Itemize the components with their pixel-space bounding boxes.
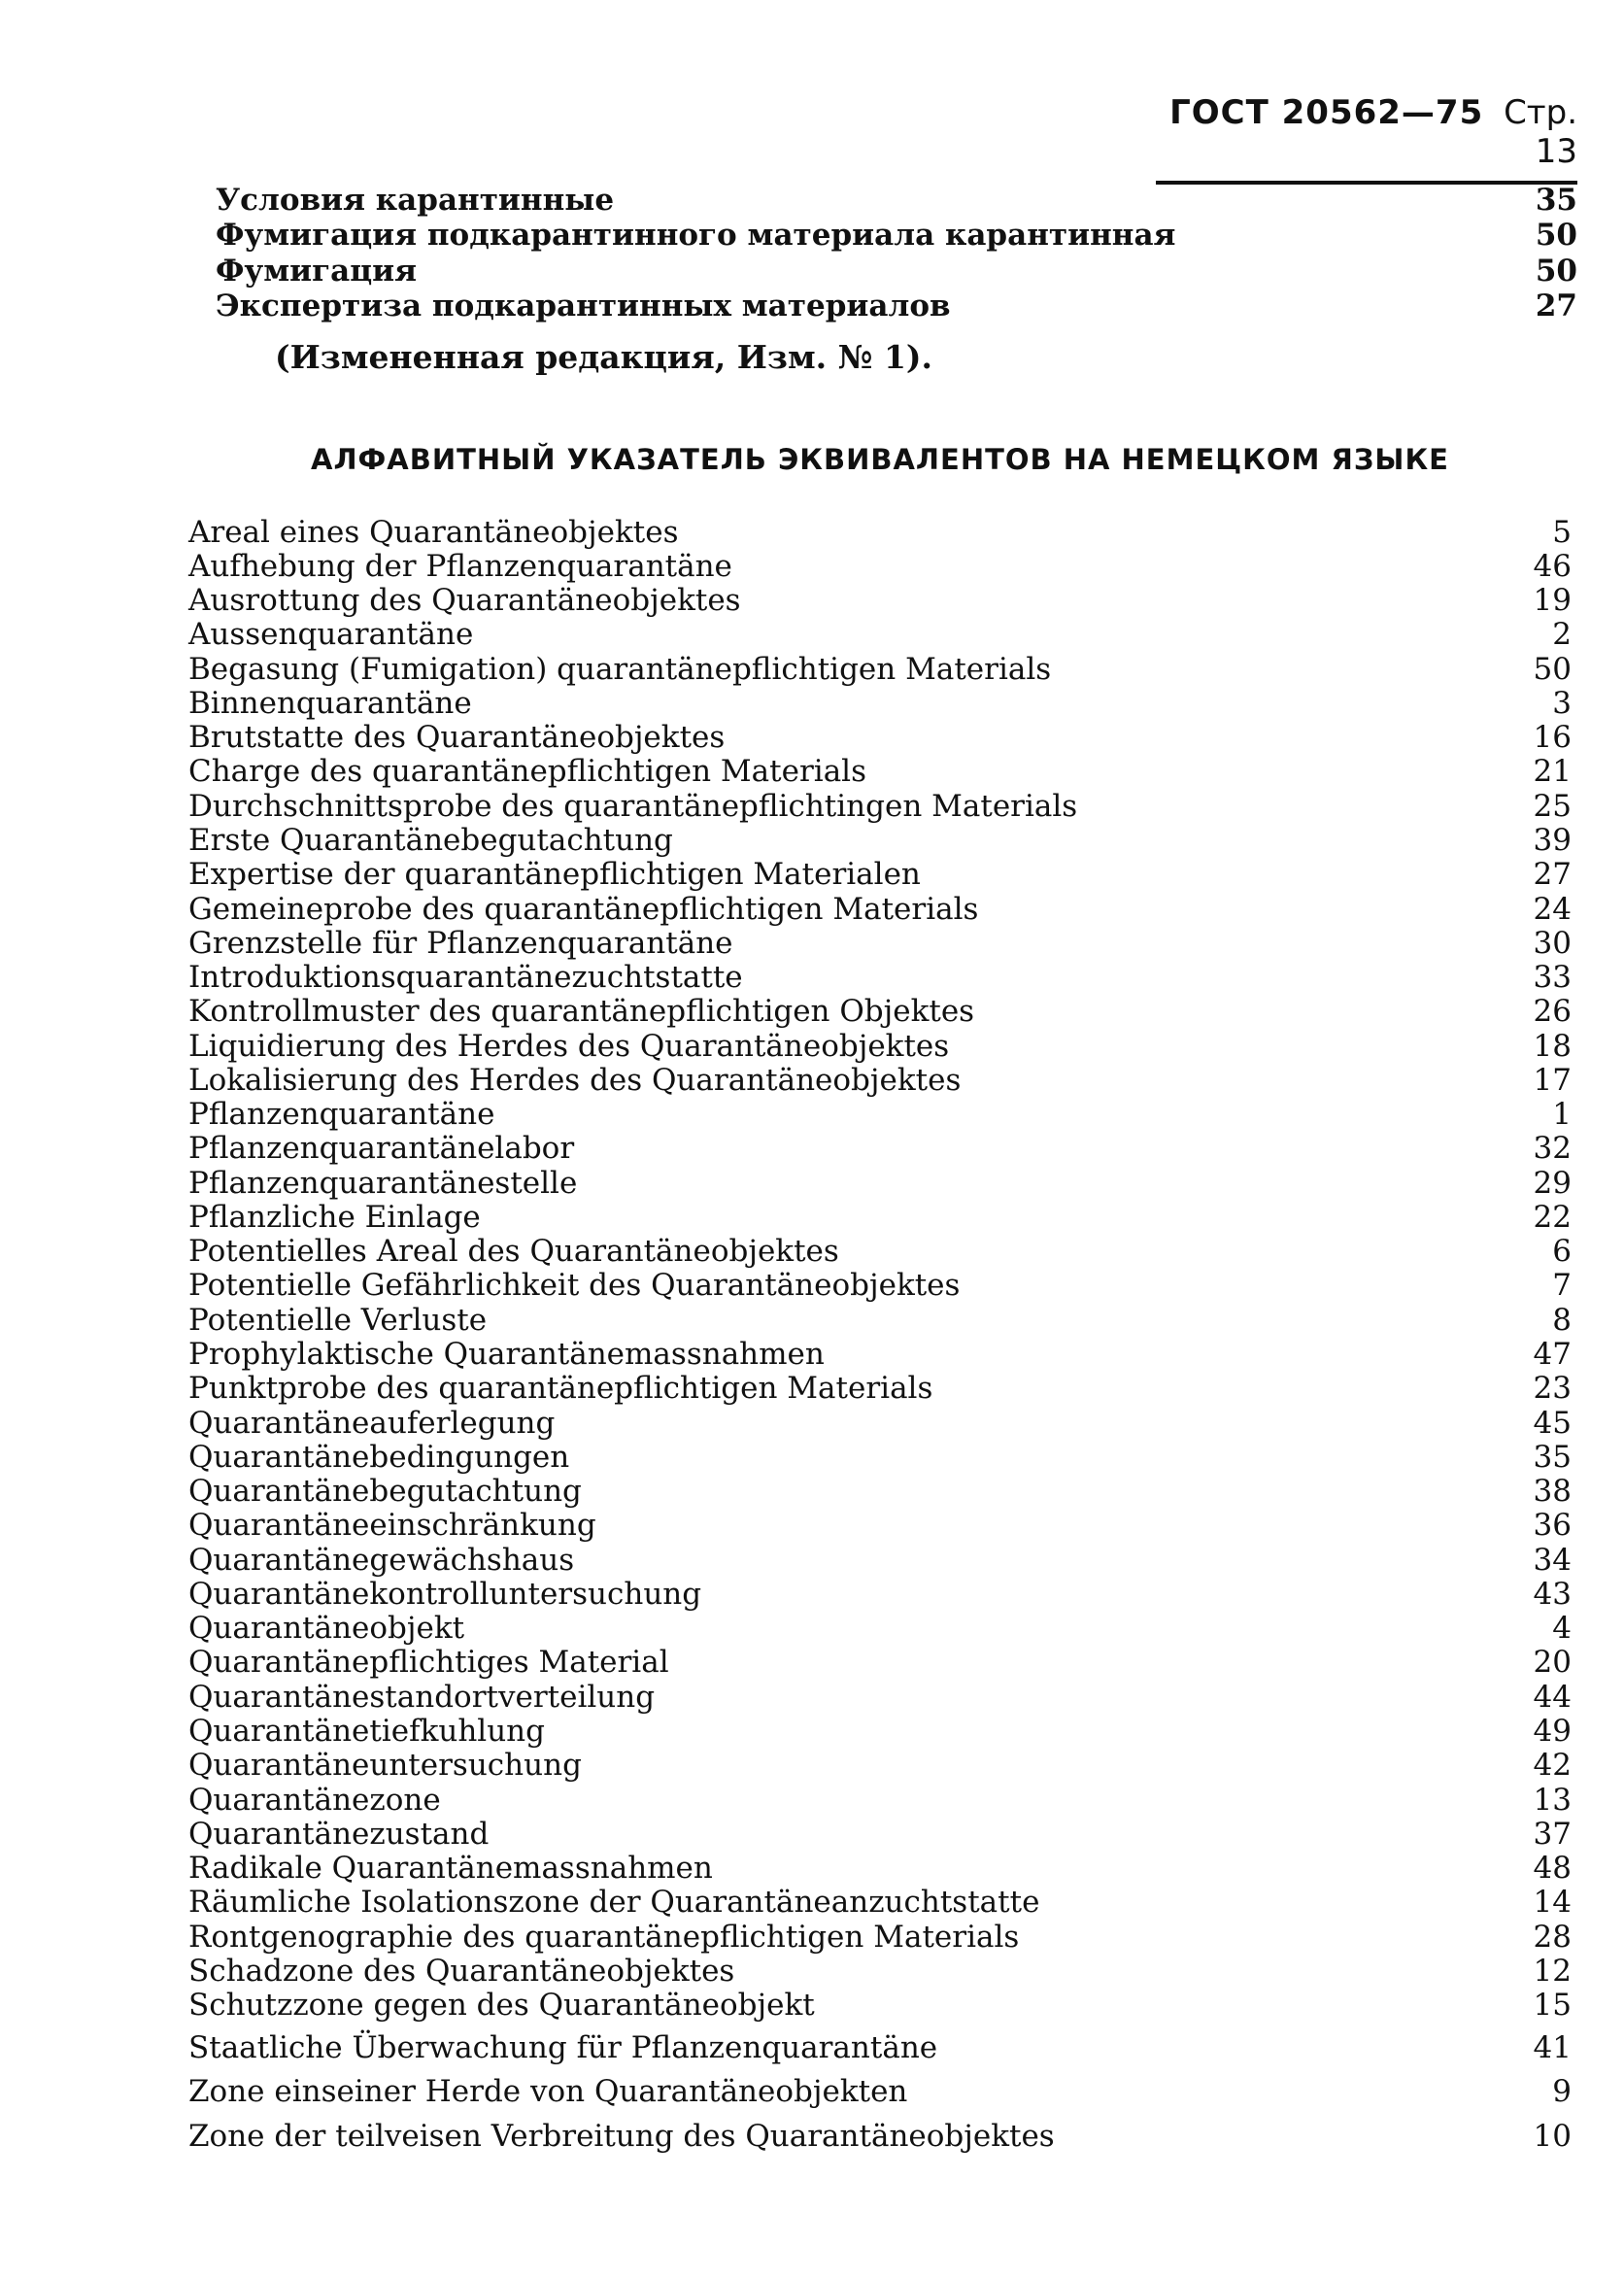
entry-number: 5 [1552,515,1572,550]
index-entry [188,1063,1572,1098]
entry-term: Expertise der quarantänepflichtigen Materialen [188,857,921,892]
entry-number: 12 [1533,1954,1572,1989]
entry-number: 8 [1552,1303,1572,1338]
russian-entry [216,289,1577,323]
entry-number: 41 [1533,2030,1572,2065]
entry-number: 33 [1533,960,1572,995]
entry-term: Potentielle Verluste [188,1303,488,1338]
index-entry [188,1029,1572,1064]
entry-term: Introduktionsquarantänezuchtstatte [188,960,743,995]
entry-number: 13 [1533,1783,1572,1818]
entry-number: 22 [1533,1200,1572,1235]
entry-term: Durchschnittsprobe des quarantänepflichtingen Materials [188,789,1078,824]
index-entry [188,2030,1572,2065]
entry-term: Pflanzliche Einlage [188,1200,481,1235]
entry-term: Условия карантинные [216,183,615,218]
entry-term: Quarantänestandortverteilung [188,1680,656,1715]
russian-entry [216,218,1577,253]
index-entry [188,1851,1572,1886]
entry-number: 23 [1533,1371,1572,1406]
entry-number: 10 [1533,2119,1572,2154]
index-entry [188,1303,1572,1338]
entry-number: 37 [1533,1817,1572,1852]
entry-term: Gemeineprobe des quarantänepflichtigen Materials [188,892,979,927]
entry-term: Quarantäneuntersuchung [188,1748,582,1783]
index-entry [188,960,1572,995]
index-entry [188,1474,1572,1509]
entry-number: 26 [1533,994,1572,1029]
index-entry [188,1611,1572,1646]
entry-term: Lokalisierung des Herdes des Quarantäneobjektes [188,1063,962,1098]
entry-term: Begasung (Fumigation) quarantänepflichtigen Materials [188,652,1052,687]
index-entry [188,789,1572,824]
index-entry [188,1920,1572,1955]
entry-number: 32 [1533,1131,1572,1166]
entry-term: Binnenquarantäne [188,686,472,721]
index-entry [188,1817,1572,1852]
section-heading: АЛФАВИТНЫЙ УКАЗАТЕЛЬ ЭКВИВАЛЕНТОВ НА НЕМЕЦКОМ ЯЗЫКЕ [311,443,1449,476]
index-entry [188,857,1572,892]
entry-number: 25 [1533,789,1572,824]
index-entry [188,994,1572,1029]
index-entry [188,1166,1572,1201]
entry-term: Quarantäneauferlegung [188,1406,556,1441]
entry-number: 17 [1533,1063,1572,1098]
entry-number: 27 [1533,857,1572,892]
entry-term: Schadzone des Quarantäneobjektes [188,1954,735,1989]
entry-number: 36 [1533,1508,1572,1543]
page-number: Стр. 13 [1504,93,1577,171]
entry-term: Liquidierung des Herdes des Quarantäneobjektes [188,1029,950,1064]
index-entry [188,1543,1572,1578]
index-entry [188,1234,1572,1269]
entry-term: Pflanzenquarantäne [188,1097,495,1132]
index-entry [188,617,1572,652]
entry-term: Фумигация подкарантинного материала карантинная [216,218,1176,253]
index-entry [188,1885,1572,1920]
index-entry [188,720,1572,755]
index-entry [188,1954,1572,1989]
index-entry [188,1371,1572,1406]
entry-number: 29 [1533,1166,1572,1201]
russian-entry [216,254,1577,289]
entry-number: 6 [1552,1234,1572,1269]
entry-term: Quarantänekontrolluntersuchung [188,1577,702,1612]
entry-term: Punktprobe des quarantänepflichtigen Materials [188,1371,933,1406]
entry-term: Quarantänezustand [188,1817,490,1852]
entry-number: 48 [1533,1851,1572,1886]
entry-term: Areal eines Quarantäneobjektes [188,515,679,550]
entry-term: Экспертиза подкарантинных материалов [216,289,951,323]
index-entry [188,1988,1572,2023]
index-entry [188,1577,1572,1612]
entry-term: Quarantänetiefkuhlung [188,1714,545,1749]
standard-number: ГОСТ 20562—75 [1169,93,1484,132]
entry-term: Pflanzenquarantänestelle [188,1166,578,1201]
entry-term: Räumliche Isolationszone der Quarantäneanzuchtstatte [188,1885,1040,1920]
entry-number: 4 [1552,1611,1572,1646]
entry-number: 21 [1533,754,1572,789]
index-entry [188,549,1572,584]
index-entry [188,1131,1572,1166]
entry-number: 46 [1533,549,1572,584]
index-entry [188,652,1572,687]
index-entry [188,686,1572,721]
entry-number: 50 [1535,218,1577,253]
entry-term: Zone der teilveisen Verbreitung des Quarantäneobjektes [188,2119,1055,2154]
index-entry [188,1200,1572,1235]
entry-number: 15 [1533,1988,1572,2023]
entry-number: 1 [1552,1097,1572,1132]
entry-term: Radikale Quarantänemassnahmen [188,1851,713,1886]
index-entry [188,754,1572,789]
entry-term: Quarantänebegutachtung [188,1474,582,1509]
entry-term: Kontrollmuster des quarantänepflichtigen Objektes [188,994,975,1029]
index-entry [188,583,1572,618]
entry-number: 47 [1533,1337,1572,1372]
entry-number: 20 [1533,1645,1572,1680]
entry-number: 49 [1533,1714,1572,1749]
index-entry [188,823,1572,858]
entry-number: 24 [1533,892,1572,927]
index-entry [188,1097,1572,1132]
index-entry [188,926,1572,961]
index-entry [188,892,1572,927]
entry-term: Quarantänezone [188,1783,441,1818]
entry-term: Prophylaktische Quarantänemassnahmen [188,1337,825,1372]
entry-number: 28 [1533,1920,1572,1955]
entry-number: 35 [1535,183,1577,218]
index-entry [188,1783,1572,1818]
entry-number: 19 [1533,583,1572,618]
entry-term: Rontgenographie des quarantänepflichtigen Materials [188,1920,1020,1955]
entry-number: 35 [1533,1440,1572,1475]
entry-term: Quarantänegewächshaus [188,1543,575,1578]
entry-number: 9 [1552,2074,1572,2109]
page-header [1156,93,1577,185]
index-entry [188,2074,1572,2109]
index-entry [188,1680,1572,1715]
russian-entry [216,183,1577,218]
amendment-note: (Измененная редакция, Изм. № 1). [275,338,933,376]
entry-number: 14 [1533,1885,1572,1920]
index-entry [188,1748,1572,1783]
entry-number: 18 [1533,1029,1572,1064]
index-entry [188,1406,1572,1441]
entry-term: Brutstatte des Quarantäneobjektes [188,720,726,755]
index-entry [188,1440,1572,1475]
entry-number: 45 [1533,1406,1572,1441]
entry-term: Фумигация [216,254,418,289]
entry-number: 50 [1535,254,1577,289]
entry-number: 7 [1552,1268,1572,1303]
index-entry [188,1268,1572,1303]
entry-number: 3 [1552,686,1572,721]
index-entry [188,1337,1572,1372]
entry-number: 30 [1533,926,1572,961]
entry-number: 27 [1535,289,1577,323]
entry-number: 38 [1533,1474,1572,1509]
entry-term: Grenzstelle für Pflanzenquarantäne [188,926,733,961]
entry-term: Quarantäneeinschränkung [188,1508,596,1543]
entry-term: Schutzzone gegen des Quarantäneobjekt [188,1988,815,2023]
index-entry [188,1645,1572,1680]
entry-number: 16 [1533,720,1572,755]
index-entry [188,515,1572,550]
entry-term: Ausrottung des Quarantäneobjektes [188,583,741,618]
entry-term: Staatliche Überwachung für Pflanzenquarantäne [188,2030,938,2065]
entry-number: 34 [1533,1543,1572,1578]
entry-term: Quarantäneobjekt [188,1611,465,1646]
entry-term: Charge des quarantänepflichtigen Materials [188,754,866,789]
entry-term: Aufhebung der Pflanzenquarantäne [188,549,732,584]
entry-term: Erste Quarantänebegutachtung [188,823,673,858]
entry-number: 42 [1533,1748,1572,1783]
entry-term: Potentielle Gefährlichkeit des Quarantäneobjektes [188,1268,961,1303]
entry-number: 2 [1552,617,1572,652]
index-entry [188,1714,1572,1749]
entry-number: 50 [1533,652,1572,687]
entry-number: 39 [1533,823,1572,858]
entry-term: Aussenquarantäne [188,617,474,652]
entry-number: 43 [1533,1577,1572,1612]
entry-term: Potentielles Areal des Quarantäneobjektes [188,1234,839,1269]
entry-term: Pflanzenquarantänelabor [188,1131,575,1166]
entry-number: 44 [1533,1680,1572,1715]
index-entry [188,1508,1572,1543]
index-entry [188,2119,1572,2154]
entry-term: Zone einseiner Herde von Quarantäneobjekten [188,2074,908,2109]
entry-term: Quarantänebedingungen [188,1440,570,1475]
entry-term: Quarantänepflichtiges Material [188,1645,669,1680]
